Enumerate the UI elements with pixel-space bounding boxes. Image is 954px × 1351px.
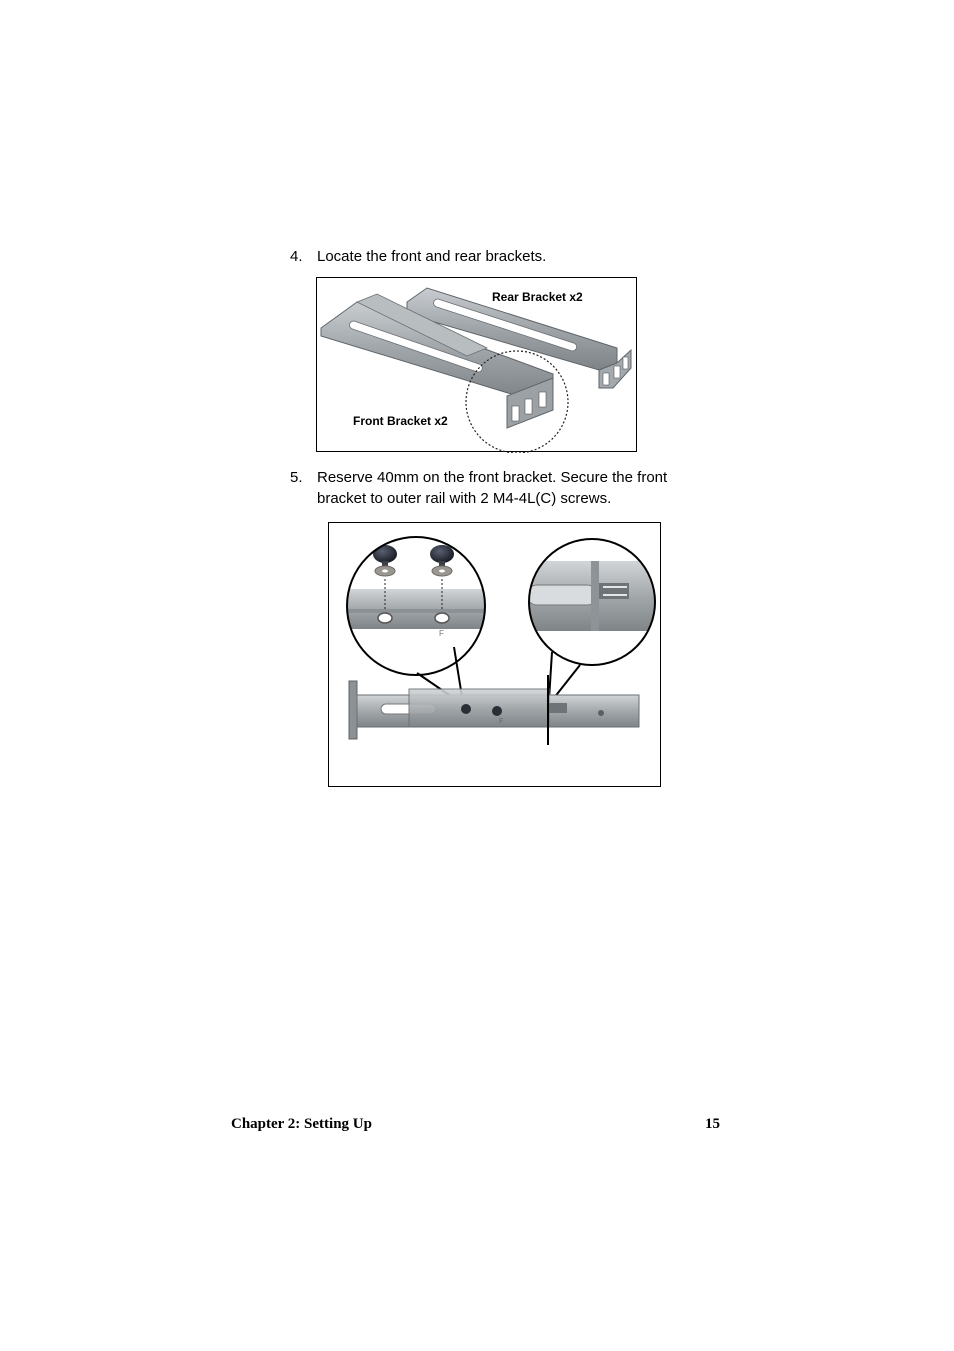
rear-bracket-label: Rear Bracket x2 (492, 290, 583, 304)
step-4 (290, 246, 690, 268)
rail-mark: F (499, 718, 504, 725)
step-number: 4. (290, 248, 303, 265)
step-number: 5. (290, 469, 303, 486)
brackets-figure (316, 277, 637, 452)
footer-chapter: Chapter 2: Setting Up (231, 1116, 372, 1132)
step-text: Locate the front and rear brackets. (317, 248, 547, 265)
rail-assembly-figure (328, 522, 661, 787)
footer-page-number: 15 (705, 1116, 720, 1132)
step-text-line-1: Reserve 40mm on the front bracket. Secure the front (317, 469, 668, 486)
outer-rail (349, 675, 639, 745)
bracket-position-zoom (527, 537, 657, 667)
front-bracket-label: Front Bracket x2 (353, 414, 448, 428)
step-text-line-2: bracket to outer rail with 2 M4-4L(C) screws. (317, 490, 612, 507)
rail-assembly-illustration (329, 523, 662, 788)
rail-mark-zoom: F (439, 629, 444, 638)
step-5 (290, 467, 710, 511)
